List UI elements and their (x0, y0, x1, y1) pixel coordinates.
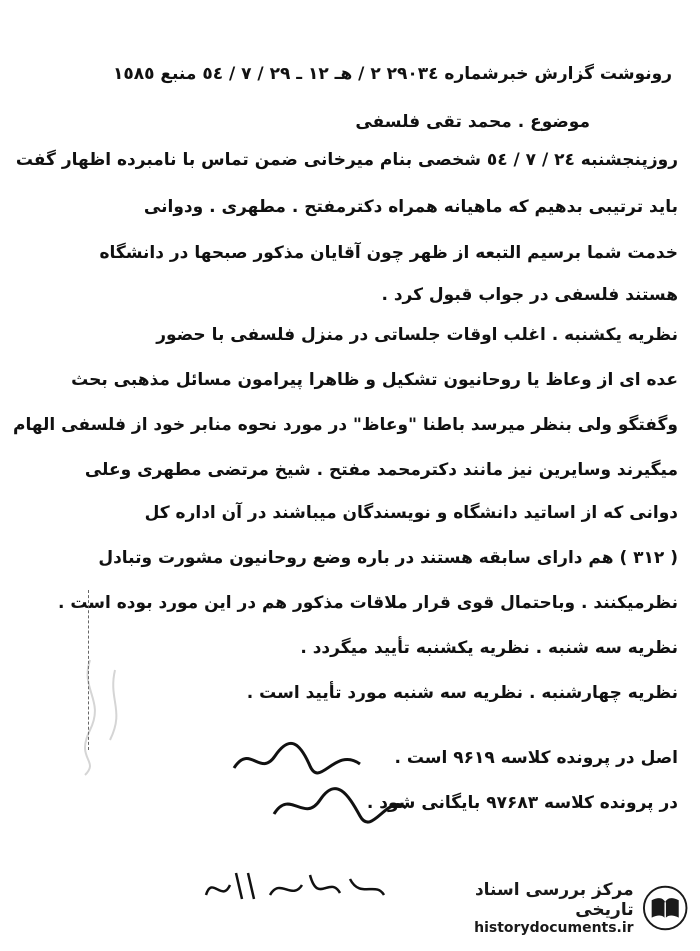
file-reference-line: اصل در پرونده کلاسه ۹۶۱۹ است . (394, 748, 678, 768)
body-line: وگفتگو ولی بنظر میرسد باطنا "وعاظ" در مورد نحوه منابر خود از فلسفی الهام (12, 415, 678, 435)
watermark-url: historydocuments.ir (474, 920, 634, 936)
body-line: خدمت شما برسیم التبعه از ظهر چون آقایان مذکور صبحها در دانشگاه (99, 243, 678, 263)
body-line: نظرمیکنند . وباحتمال قوی قرار ملاقات مذکور هم در این مورد بوده است . (57, 593, 678, 613)
handwritten-signature (200, 855, 390, 915)
handwritten-number (230, 738, 365, 780)
book-icon (642, 884, 688, 932)
body-line: روزپنجشنبه ۲٤ / ۷ / ٥٤ شخصی بنام میرخانی ضمن تماس با نامبرده اظهار گفت (15, 150, 678, 170)
watermark-title: مرکز بررسی اسناد تاریخی (474, 880, 634, 920)
body-line: ( ۳۱۲ ) هم دارای سابقه هستند در باره وضع روحانیون مشورت وتبادل (98, 548, 678, 568)
body-line: نظریه سه شنبه . نظریه یکشنبه تأیید میگردد . (300, 638, 678, 658)
margin-note (60, 640, 140, 780)
handwritten-number (270, 786, 410, 826)
body-line: دوانی که از اساتید دانشگاه و نویسندگان میباشند در آن اداره کل (144, 503, 678, 523)
body-line: باید ترتیبی بدهیم که ماهیانه همراه دکترمفتح . مطهری . ودوانی (143, 197, 678, 217)
report-subject: موضوع . محمد تقی فلسفی (355, 112, 590, 132)
body-line: نظریه چهارشنبه . نظریه سه شنبه مورد تأیید است . (246, 683, 678, 703)
body-line: میگیرند وسایرین نیز مانند دکترمحمد مفتح . شیخ مرتضی مطهری وعلی (84, 460, 678, 480)
report-header: رونوشت گزارش خبرشماره ۲۹۰۳٤ ۲ / هـ ۱۲ ـ ۲۹ / ۷ / ٥٤ منبع ١٥٨٥ (112, 64, 672, 84)
archive-line: در پرونده کلاسه ۹۷۶۸۳ بایگانی شود . (366, 793, 678, 813)
body-line: هستند فلسفی در جواب قبول کرد . (381, 285, 678, 305)
body-line: نظریه یکشنبه . اغلب اوقات جلساتی در منزل فلسفی با حضور (156, 325, 678, 345)
body-line: عده ای از وعاظ یا روحانیون تشکیل و ظاهرا پیرامون مسائل مذهبی بحث (71, 370, 678, 390)
watermark-logo (418, 879, 688, 937)
